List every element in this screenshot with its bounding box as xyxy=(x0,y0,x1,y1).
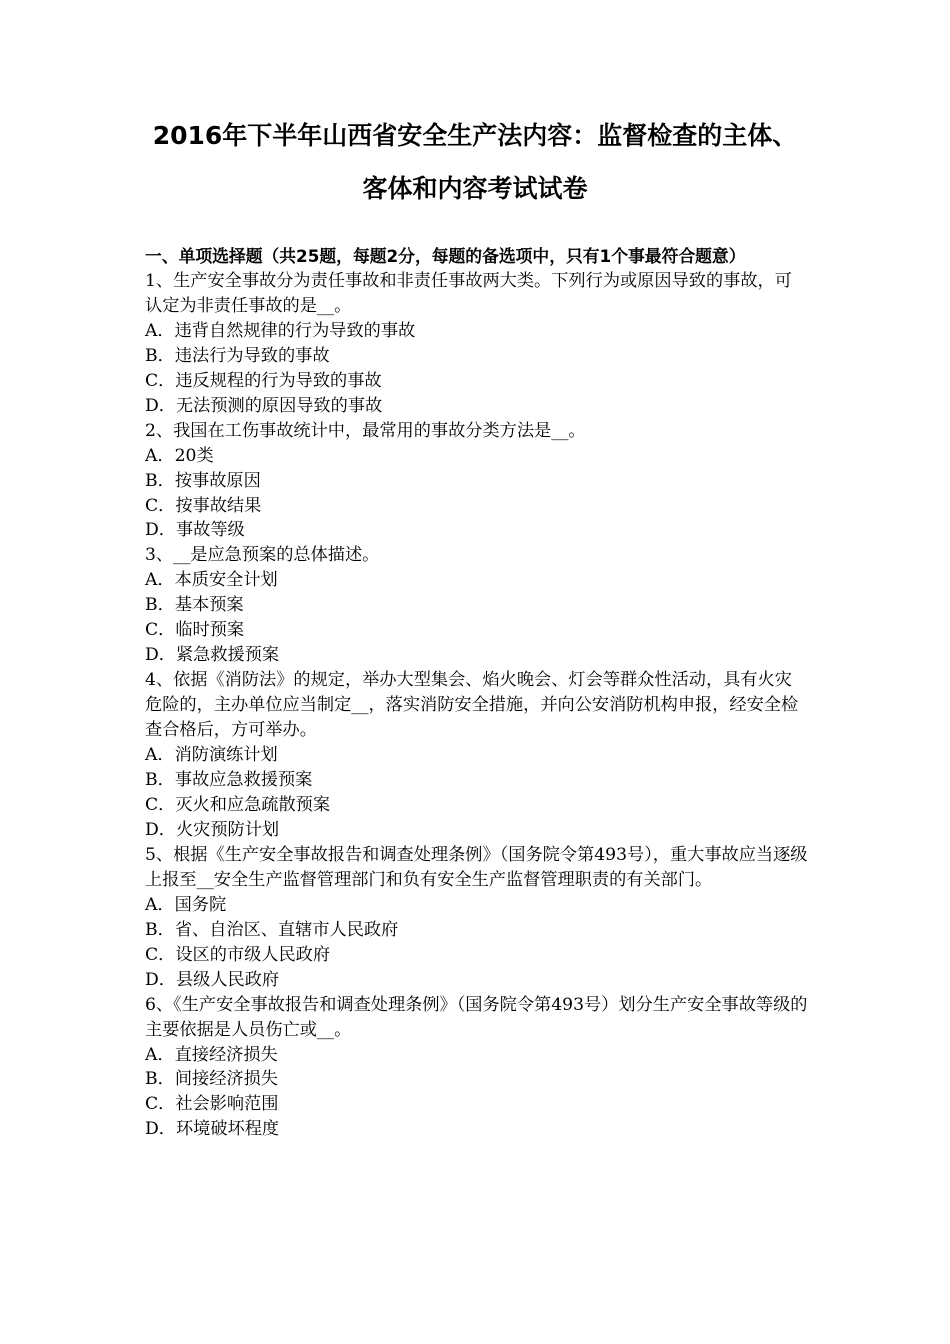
option-b: B．事故应急救援预案 xyxy=(145,770,313,791)
document-title-line-2: 客体和内容考试试卷 xyxy=(362,174,588,203)
option-b: B．省、自治区、直辖市人民政府 xyxy=(145,919,399,940)
option-a: A．20类 xyxy=(145,445,214,466)
option-a: A．本质安全计划 xyxy=(145,570,278,591)
option-a: A．直接经济损失 xyxy=(145,1044,278,1065)
document-title-line-1: 2016年下半年山西省安全生产法内容：监督检查的主体、 xyxy=(152,121,798,150)
option-c: C．临时预案 xyxy=(145,620,245,641)
option-a: A．国务院 xyxy=(145,894,227,915)
option-c: C．设区的市级人民政府 xyxy=(145,944,331,965)
option-c: C．违反规程的行为导致的事故 xyxy=(145,370,382,391)
option-b: B．基本预案 xyxy=(145,595,244,616)
option-b: B．违法行为导致的事故 xyxy=(145,345,330,366)
option-a: A．消防演练计划 xyxy=(145,745,278,766)
option-d: D．县级人民政府 xyxy=(145,969,280,990)
question-stem: 5、根据《生产安全事故报告和调查处理条例》（国务院令第493号），重大事故应当逐级上报至__安全生产监督管理部门和负有安全生产监督管理职责的有关部门。 xyxy=(145,844,808,890)
question-2 xyxy=(145,419,809,544)
question-stem: 4、依据《消防法》的规定，举办大型集会、焰火晚会、灯会等群众性活动，具有火灾危险的，主办单位应当制定__，落实消防安全措施，并向公安消防机构申报，经安全检查合格后，方可举办。 xyxy=(145,670,799,741)
question-stem: 6、《生产安全事故报告和调查处理条例》（国务院令第493号）划分生产安全事故等级的主要依据是人员伤亡或__。 xyxy=(145,994,808,1040)
section-heading: 一、单项选择题（共25题，每题2分，每题的备选项中，只有1个事最符合题意） xyxy=(145,246,746,266)
question-5 xyxy=(145,843,809,993)
question-stem: 2、我国在工伤事故统计中，最常用的事故分类方法是__。 xyxy=(145,420,586,441)
question-6 xyxy=(145,993,809,1143)
option-d: D．无法预测的原因导致的事故 xyxy=(145,395,383,416)
option-c: C．灭火和应急疏散预案 xyxy=(145,794,331,815)
option-a: A．违背自然规律的行为导致的事故 xyxy=(145,320,416,341)
option-d: D．环境破坏程度 xyxy=(145,1119,280,1140)
option-b: B．间接经济损失 xyxy=(145,1069,278,1090)
document-body xyxy=(145,244,809,1142)
question-4 xyxy=(145,668,809,843)
question-stem: 1、生产安全事故分为责任事故和非责任事故两大类。下列行为或原因导致的事故，可认定为非责任事故的是__。 xyxy=(145,270,792,316)
option-c: C．按事故结果 xyxy=(145,495,262,516)
question-1 xyxy=(145,269,809,419)
question-3 xyxy=(145,543,809,668)
option-d: D．紧急救援预案 xyxy=(145,645,280,666)
option-d: D．火灾预防计划 xyxy=(145,819,280,840)
option-b: B．按事故原因 xyxy=(145,470,261,491)
question-stem: 3、__是应急预案的总体描述。 xyxy=(145,545,380,566)
option-d: D．事故等级 xyxy=(145,520,245,541)
option-c: C．社会影响范围 xyxy=(145,1094,279,1115)
